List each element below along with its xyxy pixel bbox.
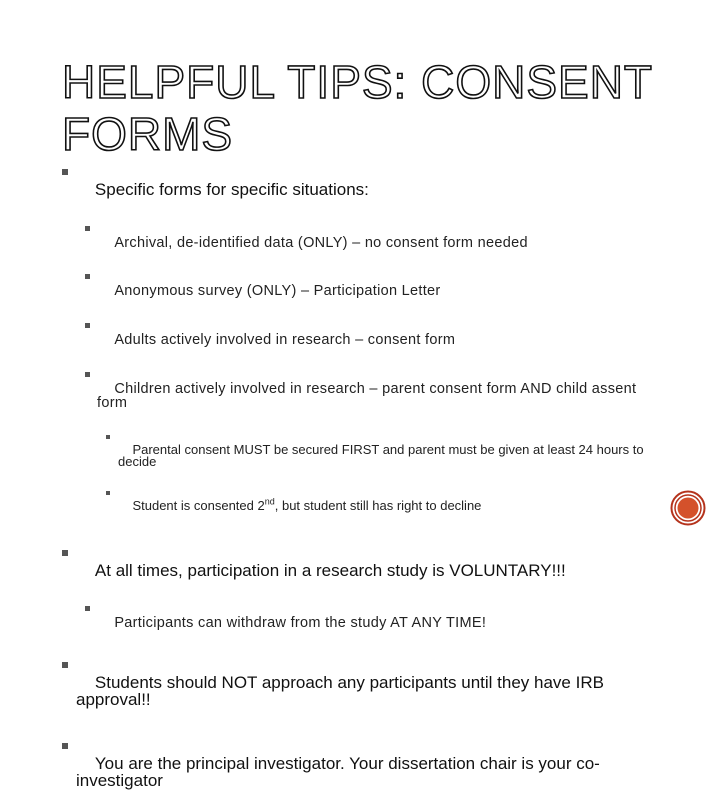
bullet-text: Students should NOT approach any participants until they have IRB approval!!: [76, 673, 609, 709]
bullet-principal-investigator: [62, 738, 666, 806]
bullet-text: Specific forms for specific situations:: [94, 180, 369, 199]
bullet-text: Student is consented 2: [132, 498, 265, 513]
bullet-square-icon: [85, 606, 90, 611]
bullet-square-icon: [106, 491, 110, 495]
bullet-text: Participants can withdraw from the study AT ANY TIME!: [114, 615, 487, 631]
bullet-square-icon: [106, 435, 110, 439]
sub-bullet-anonymous: [85, 270, 662, 312]
bullet-text: Children actively involved in research – parent consent form AND child assent form: [97, 381, 641, 411]
bullet-text: Archival, de-identified data (ONLY) – no consent form needed: [114, 235, 528, 251]
bullet-specific-forms: [62, 164, 662, 215]
bullet-square-icon: [85, 323, 90, 328]
slide-title: HELPFUL TIPS: CONSENT FORMS: [62, 56, 653, 160]
sub-bullet-children: [85, 368, 641, 424]
bullet-square-icon: [62, 169, 68, 175]
sub-bullet-adults: [85, 319, 662, 361]
bullet-text: Anonymous survey (ONLY) – Participation Letter: [114, 283, 441, 299]
bullet-square-icon: [62, 550, 68, 556]
bullet-text-continued: , but student still has right to decline: [274, 498, 482, 513]
sub-bullet-archival: [85, 222, 662, 264]
sub-sub-bullet-student-consented: [106, 488, 662, 524]
bullet-square-icon: [62, 662, 68, 668]
bullet-text: At all times, participation in a research study is VOLUNTARY!!!: [94, 561, 566, 580]
slide-content: [62, 164, 662, 806]
bullet-square-icon: [85, 226, 90, 231]
bullet-square-icon: [85, 274, 90, 279]
bullet-text: You are the principal investigator. Your dissertation chair is your co-investigator: [76, 754, 600, 790]
circle-badge-icon: [670, 490, 706, 526]
bullet-irb-approval: [62, 657, 666, 725]
sub-sub-bullet-parental-consent: [106, 432, 662, 480]
bullet-square-icon: [85, 372, 90, 377]
superscript-text: nd: [264, 496, 275, 507]
bullet-text: Parental consent MUST be secured FIRST and parent must be given at least 24 hours to decide: [118, 442, 648, 469]
sub-bullet-withdraw: [85, 602, 662, 644]
bullet-square-icon: [62, 743, 68, 749]
bullet-voluntary: [62, 545, 662, 596]
bullet-text: Adults actively involved in research – consent form: [114, 332, 456, 348]
